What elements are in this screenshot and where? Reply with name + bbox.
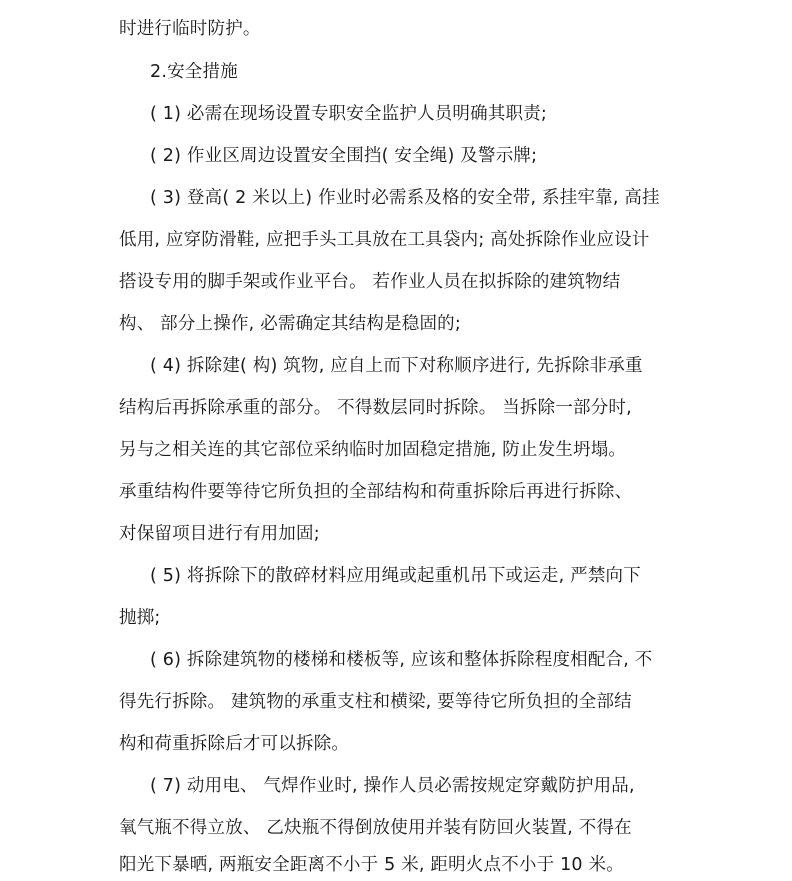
text-line: 得先行拆除。 建筑物的承重支柱和横梁, 要等待它所负担的全部结 xyxy=(119,692,632,712)
text-line: 搭设专用的脚手架或作业平台。 若作业人员在拟拆除的建筑物结 xyxy=(119,272,621,292)
text-line: ( 5) 将拆除下的散碎材料应用绳或起重机吊下或运走, 严禁向下 xyxy=(150,566,641,586)
section-heading: 2.安全措施 xyxy=(150,62,238,82)
text-line: 对保留项目进行有用加固; xyxy=(119,524,320,544)
text-line: 时进行临时防护。 xyxy=(119,19,261,39)
text-line: 氧气瓶不得立放、 乙炔瓶不得倒放使用并装有防回火装置, 不得在 xyxy=(119,818,632,838)
text-line: 阳光下暴晒, 两瓶安全距离不小于 5 米, 距明火点不小于 10 米。 xyxy=(119,855,624,875)
text-line: ( 2) 作业区周边设置安全围挡( 安全绳) 及警示牌; xyxy=(150,146,538,166)
text-line: 低用, 应穿防滑鞋, 应把手头工具放在工具袋内; 高处拆除作业应设计 xyxy=(119,230,650,250)
text-line: 承重结构件要等待它所负担的全部结构和荷重拆除后再进行拆除、 xyxy=(119,482,633,502)
text-line: 另与之相关连的其它部位采纳临时加固稳定措施, 防止发生坍塌。 xyxy=(119,440,627,460)
text-line: ( 3) 登高( 2 米以上) 作业时必需系及格的安全带, 系挂牢靠, 高挂 xyxy=(150,188,660,208)
text-line: ( 1) 必需在现场设置专职安全监护人员明确其职责; xyxy=(150,104,548,124)
text-line: ( 4) 拆除建( 构) 筑物, 应自上而下对称顺序进行, 先拆除非承重 xyxy=(150,356,643,376)
text-line: 构、 部分上操作, 必需确定其结构是稳固的; xyxy=(119,314,461,334)
text-line: 结构后再拆除承重的部分。 不得数层同时拆除。 当拆除一部分时, xyxy=(119,398,632,418)
text-line: ( 7) 动用电、 气焊作业时, 操作人员必需按规定穿戴防护用品, xyxy=(150,776,635,796)
text-line: 抛掷; xyxy=(119,608,161,628)
text-line: 构和荷重拆除后才可以拆除。 xyxy=(119,734,350,754)
text-line: ( 6) 拆除建筑物的楼梯和楼板等, 应该和整体拆除程度相配合, 不 xyxy=(150,650,653,670)
